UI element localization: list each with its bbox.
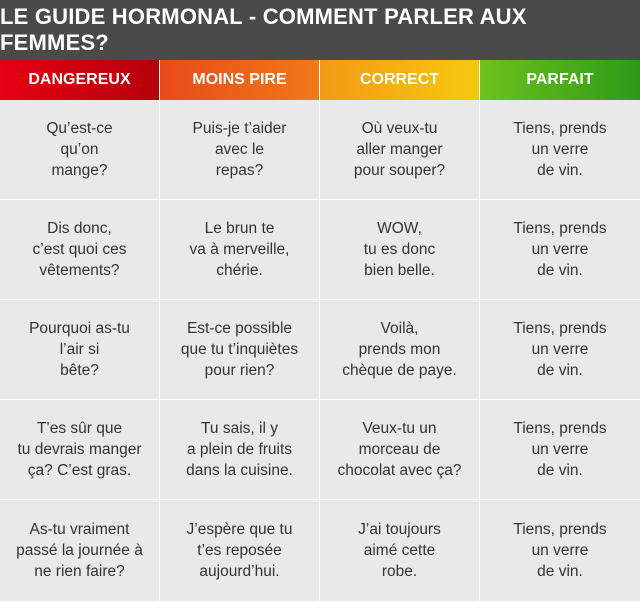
column-header-correct: CORRECT bbox=[320, 60, 480, 100]
page-title: LE GUIDE HORMONAL - COMMENT PARLER AUX FEMMES? bbox=[0, 0, 640, 60]
phrase-table bbox=[0, 100, 640, 602]
table-cell bbox=[0, 100, 160, 200]
column-header-parfait: PARFAIT bbox=[480, 60, 640, 100]
table-cell bbox=[0, 500, 160, 602]
table-cell bbox=[0, 400, 160, 500]
table-cell bbox=[480, 100, 640, 200]
table-cell bbox=[480, 400, 640, 500]
table-cell bbox=[0, 200, 160, 300]
cell-text: Tu sais, il y a plein de fruits dans la cuisine. bbox=[186, 420, 293, 479]
column-header-moins-pire: MOINS PIRE bbox=[160, 60, 320, 100]
cell-text: Tiens, prends un verre de vin. bbox=[513, 220, 607, 279]
column-headers bbox=[0, 60, 640, 100]
table-cell bbox=[320, 300, 480, 400]
cell-text: Qu’est-ce qu’on mange? bbox=[46, 120, 113, 179]
table-cell bbox=[320, 200, 480, 300]
table-cell bbox=[160, 100, 320, 200]
cell-text: WOW, tu es donc bien belle. bbox=[363, 220, 436, 279]
cell-text: Tiens, prends un verre de vin. bbox=[513, 120, 607, 179]
cell-text: Dis donc, c’est quoi ces vêtements? bbox=[32, 220, 127, 279]
table-cell bbox=[480, 300, 640, 400]
cell-text: Tiens, prends un verre de vin. bbox=[513, 320, 607, 379]
cell-text: As-tu vraiment passé la journée à ne rien faire? bbox=[16, 521, 143, 580]
table-cell bbox=[320, 500, 480, 602]
table-cell bbox=[480, 200, 640, 300]
table-cell bbox=[320, 100, 480, 200]
column-header-dangereux: DANGEREUX bbox=[0, 60, 160, 100]
cell-text: Voilà, prends mon chèque de paye. bbox=[342, 320, 457, 379]
table-cell bbox=[320, 400, 480, 500]
cell-text: J’espère que tu t’es reposée aujourd’hui. bbox=[186, 521, 293, 580]
cell-text: Veux-tu un morceau de chocolat avec ça? bbox=[337, 420, 462, 479]
cell-text: Le brun te va à merveille, chérie. bbox=[189, 220, 290, 279]
table-cell bbox=[480, 500, 640, 602]
cell-text: J’ai toujours aimé cette robe. bbox=[358, 521, 441, 580]
cell-text: Est-ce possible que tu t’inquiètes pour rien? bbox=[180, 320, 299, 379]
table-cell bbox=[160, 500, 320, 602]
cell-text: Puis-je t’aider avec le repas? bbox=[192, 120, 287, 179]
cell-text: Tiens, prends un verre de vin. bbox=[513, 420, 607, 479]
cell-text: Pourquoi as-tu l’air si bête? bbox=[29, 320, 130, 379]
table-cell bbox=[0, 300, 160, 400]
table-cell bbox=[160, 400, 320, 500]
cell-text: T’es sûr que tu devrais manger ça? C’est gras. bbox=[17, 420, 142, 479]
table-cell bbox=[160, 300, 320, 400]
cell-text: Tiens, prends un verre de vin. bbox=[513, 521, 607, 580]
cell-text: Où veux-tu aller manger pour souper? bbox=[353, 120, 446, 179]
table-cell bbox=[160, 200, 320, 300]
